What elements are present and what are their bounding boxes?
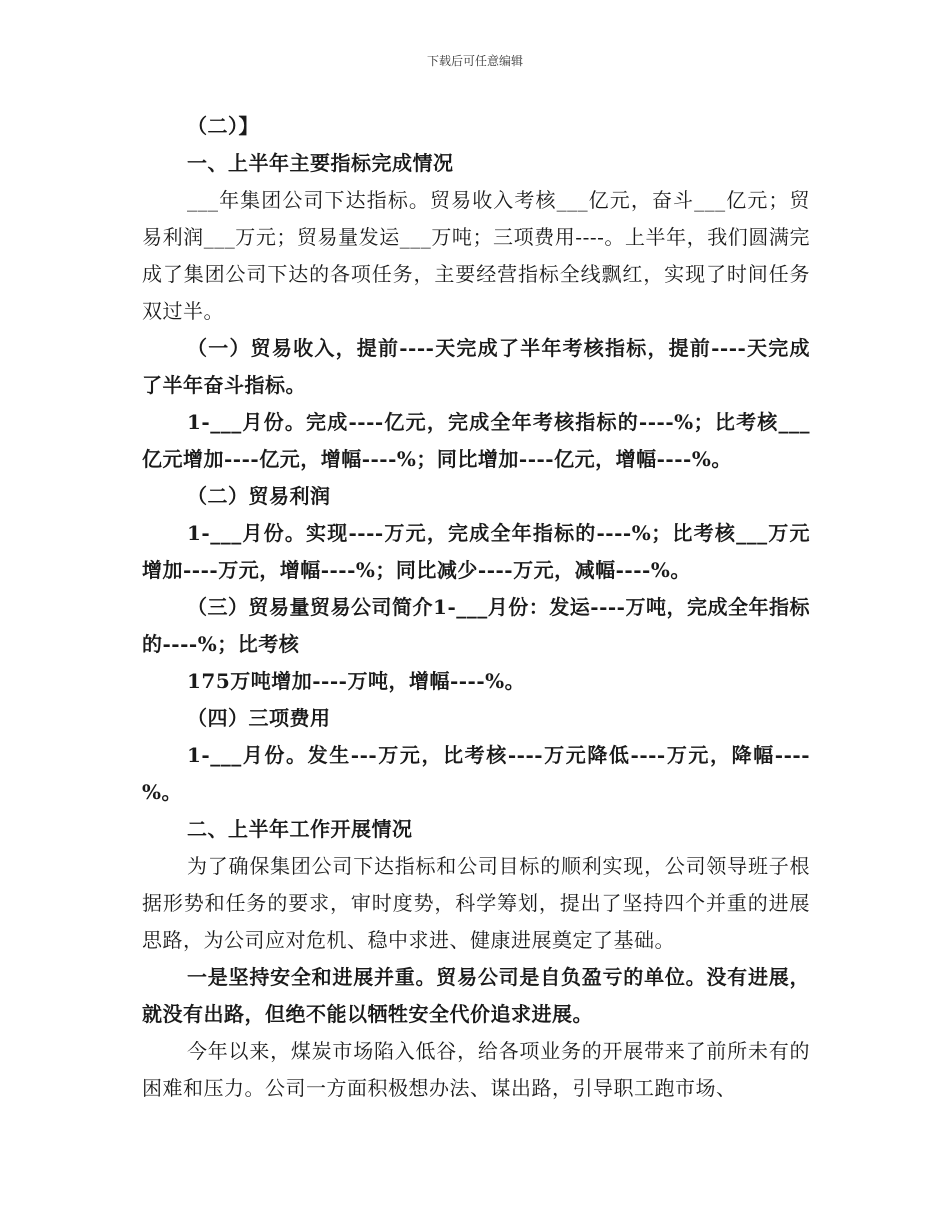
paragraph-profit-detail: 1-___月份。实现----万元，完成全年指标的----%；比考核___万元增加----万元，增幅----%；同比减少----万元，减幅----%。 bbox=[142, 521, 810, 582]
subheading-trade-revenue: （一）贸易收入，提前----天完成了半年考核指标，提前----天完成了半年奋斗指标。 bbox=[142, 336, 810, 397]
subtitle-bracket: （二）】 bbox=[187, 114, 259, 138]
paragraph-safety-development: 一是坚持安全和进展并重。贸易公司是自负盈亏的单位。没有进展，就没有出路，但绝不能以牺牲安全代价追求进展。 bbox=[142, 965, 810, 1026]
document-body bbox=[142, 108, 810, 1107]
paragraph-volume-detail: 175万吨增加----万吨，增幅----%。 bbox=[187, 669, 526, 693]
section-heading-1: 一、上半年主要指标完成情况 bbox=[187, 151, 454, 175]
paragraph-market-conditions: 今年以来，煤炭市场陷入低谷，给各项业务的开展带来了前所未有的困难和压力。公司一方面积极想办法、谋出路，引导职工跑市场、 bbox=[142, 1039, 810, 1100]
section-heading-2: 二、上半年工作开展情况 bbox=[187, 817, 413, 841]
paragraph-revenue-detail: 1-___月份。完成----亿元，完成全年考核指标的----%；比考核___亿元增加----亿元，增幅----%；同比增加----亿元，增幅----%。 bbox=[142, 410, 810, 471]
subheading-trade-profit: （二）贸易利润 bbox=[187, 484, 331, 508]
subheading-three-expenses: （四）三项费用 bbox=[187, 706, 331, 730]
subheading-trade-volume: （三）贸易量贸易公司简介1-___月份：发运----万吨，完成全年指标的----%；比考核 bbox=[142, 595, 810, 656]
paragraph-targets: ___年集团公司下达指标。贸易收入考核___亿元，奋斗___亿元；贸易利润___万元；贸易量发运___万吨；三项费用----。上半年，我们圆满完成了集团公司下达的各项任务，主要经营指标全线飘红，实现了时间任务双过半。 bbox=[142, 188, 810, 323]
page-header: 下载后可任意编辑 bbox=[426, 54, 523, 68]
paragraph-work-approach: 为了确保集团公司下达指标和公司目标的顺利实现，公司领导班子根据形势和任务的要求，审时度势，科学筹划，提出了坚持四个并重的进展思路，为公司应对危机、稳中求进、健康进展奠定了基础。 bbox=[142, 854, 810, 952]
paragraph-expenses-detail: 1-___月份。发生---万元，比考核----万元降低----万元，降幅----%。 bbox=[142, 743, 810, 804]
